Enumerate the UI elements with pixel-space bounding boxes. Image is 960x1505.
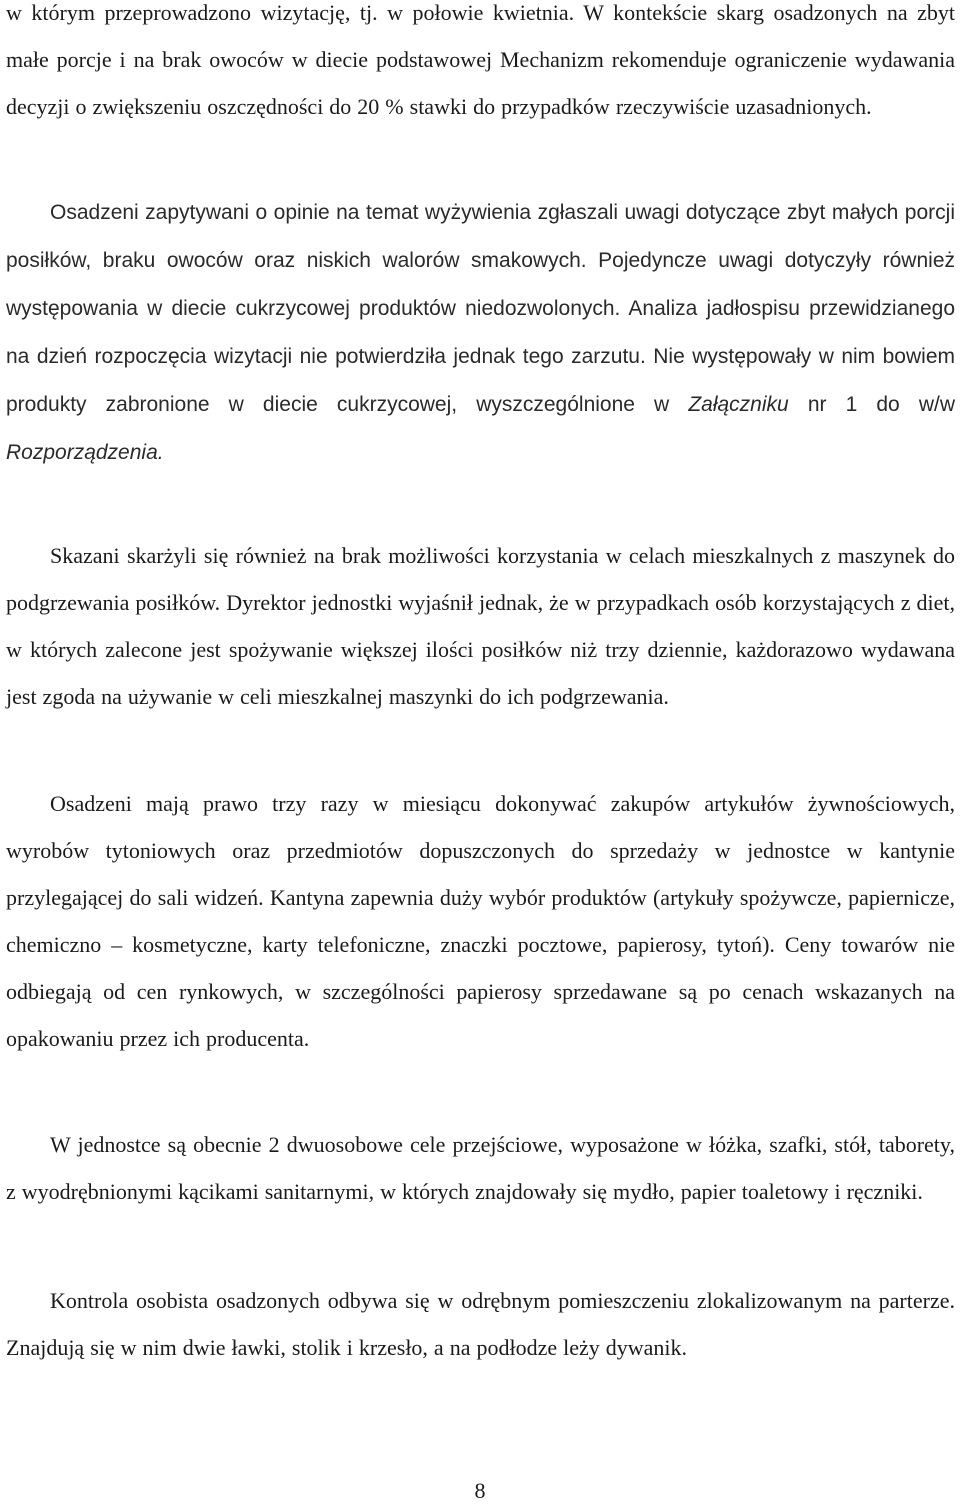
paragraph-food-complaints [6, 189, 955, 477]
annex-reference: Załączniku [688, 393, 789, 416]
paragraph-transit-cells: W jednostce są obecnie 2 dwuosobowe cele przejściowe, wyposażone w łóżka, szafki, stół, taborety, z wyodrębnionymi kącikami sanitarnymi, w których znajdowały się mydło, papier toaletowy i ręczniki. [6, 1132, 955, 1204]
page-number: 8 [474, 1478, 486, 1503]
paragraph-food-heaters: Skazani skarżyli się również na brak możliwości korzystania w celach mieszkalnych z maszynek do podgrzewania posiłków. Dyrektor jednostki wyjaśnił jednak, że w przypadkach osób korzystających z diet, w których zalecone jest spożywanie większej ilości posiłków niż trzy dziennie, każdorazowo wydawana jest zgoda na używanie w celi mieszkalnej maszynki do ich podgrzewania. [6, 543, 955, 709]
annex-number: nr 1 do w/w [788, 393, 956, 416]
paragraph-diet-savings: w którym przeprowadzono wizytację, tj. w połowie kwietnia. W kontekście skarg osadzonych na zbyt małe porcje i na brak owoców w diecie podstawowej Mechanizm rekomenduje ograniczenie wydawania decyzji o zwiększeniu oszczędności do 20 % stawki do przypadków rzeczywiście uzasadnionych. [6, 0, 955, 119]
regulation-reference: Rozporządzenia. [6, 441, 164, 464]
paragraph-personal-search: Kontrola osobista osadzonych odbywa się w odrębnym pomieszczeniu zlokalizowanym na parterze. Znajdują się w nim dwie ławki, stolik i krzesło, a na podłodze leży dywanik. [6, 1288, 955, 1360]
paragraph-canteen: Osadzeni mają prawo trzy razy w miesiącu dokonywać zakupów artykułów żywnościowych, wyrobów tytoniowych oraz przedmiotów dopuszczonych do sprzedaży w jednostce w kantynie przylegającej do sali widzeń. Kantyna zapewnia duży wybór produktów (artykuły spożywcze, papiernicze, chemiczno – kosmetyczne, karty telefoniczne, znaczki pocztowe, papierosy, tytoń). Ceny towarów nie odbiegają od cen rynkowych, w szczególności papierosy sprzedawane są po cenach wskazanych na opakowaniu przez ich producenta. [6, 791, 955, 1051]
paragraph-food-complaints-text: Osadzeni zapytywani o opinie na temat wyżywienia zgłaszali uwagi dotyczące zbyt małych porcji posiłków, braku owoców oraz niskich walorów smakowych. Pojedyncze uwagi dotyczyły również występowania w diecie cukrzycowej produktów niedozwolonych. Analiza jadłospisu przewidzianego na dzień rozpoczęcia wizytacji nie potwierdziła jednak tego zarzutu. Nie występowały w nim bowiem produkty zabronione w diecie cukrzycowej, wyszczególnione w [6, 201, 955, 416]
